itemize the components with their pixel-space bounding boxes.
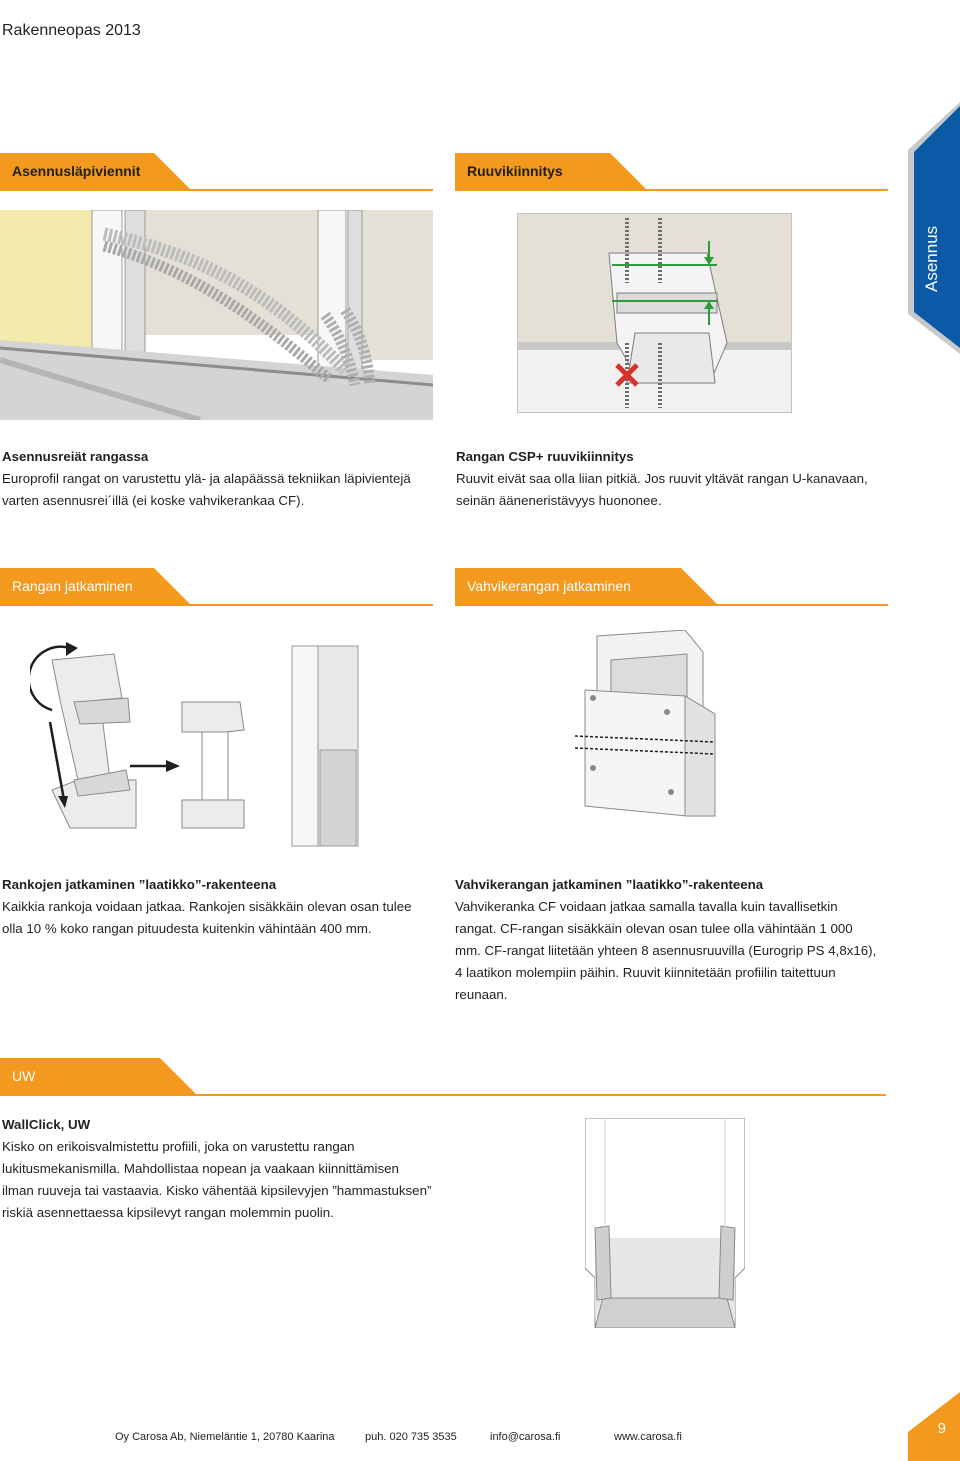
figure-installation-holes	[0, 210, 433, 420]
text-vahvikerangan-jatkaminen	[455, 874, 880, 1006]
section-header-label: Rangan jatkaminen	[12, 578, 133, 594]
footer-email[interactable]: info@carosa.fi	[490, 1431, 561, 1443]
side-tab-label: Asennus	[922, 225, 941, 292]
paragraph: Europrofil rangat on varustettu ylä- ja alapäässä tekniikan läpivientejä varten asennusrei´illä (ei koske vahvikerankaa CF).	[2, 471, 411, 508]
section-header-asennuslapiviennit	[0, 153, 433, 191]
section-header-ruuvikiinnitys	[455, 153, 888, 191]
side-tab-asennus	[908, 102, 960, 354]
footer-company: Oy Carosa Ab, Niemeläntie 1, 20780 Kaarina	[115, 1431, 335, 1443]
figure-screw-fixing	[517, 213, 792, 413]
page-number-badge	[908, 1392, 960, 1461]
section-header-vahvikerangan-jatkaminen	[455, 568, 888, 606]
document-title: Rakenneopas 2013	[2, 22, 141, 39]
paragraph: Ruuvit eivät saa olla liian pitkiä. Jos ruuvit yltävät rangan U-kanavaan, seinän ääneneristävyys huononee.	[456, 471, 868, 508]
section-header-label: Vahvikerangan jatkaminen	[467, 578, 631, 594]
paragraph: Vahvikeranka CF voidaan jatkaa samalla tavalla kuin tavallisetkin rangat. CF-rangan sisäkkäin olevan osan tulee olla vähintään 1 000 mm. CF-rangat liitetään yhteen 8 asennusruuvilla (Eurogrip PS 4,8x16), 4 laatikon molempiin päihin. Ruuvit kiinnitetään profiilin taitettuun reunaan.	[455, 899, 877, 1002]
section-header-uw	[0, 1058, 886, 1096]
text-rangan-jatkaminen	[2, 874, 432, 940]
heading: Asennusreiät rangassa	[2, 449, 149, 464]
section-header-label: UW	[12, 1068, 36, 1084]
figure-uw-track	[585, 1118, 745, 1328]
footer-website[interactable]: www.carosa.fi	[614, 1431, 682, 1443]
heading: WallClick, UW	[2, 1117, 91, 1132]
heading: Vahvikerangan jatkaminen ”laatikko”-rakenteena	[455, 877, 764, 892]
section-header-rangan-jatkaminen	[0, 568, 433, 606]
paragraph: Kisko on erikoisvalmistettu profiili, joka on varustettu rangan lukitusmekanismilla. Mahdollistaa nopean ja vaakaan kiinnittämisen ilman ruuveja tai vastaavia. Kisko vähentää kipsilevyjen ”hammastuksen” riskiä asennettaessa kipsilevyt rangan molemmin puolin.	[2, 1139, 432, 1220]
section-header-label: Ruuvikiinnitys	[467, 163, 563, 179]
paragraph: Kaikkia rankoja voidaan jatkaa. Rankojen sisäkkäin olevan osan tulee olla 10 % koko rangan pituudesta kuitenkin vähintään 400 mm.	[2, 899, 412, 936]
text-asennuslapiviennit	[2, 446, 432, 512]
section-header-label: Asennusläpiviennit	[12, 163, 141, 179]
heading: Rangan CSP+ ruuvikiinnitys	[456, 449, 634, 464]
text-ruuvikiinnitys	[456, 446, 886, 512]
text-uw	[2, 1114, 432, 1224]
figure-stud-extension	[30, 640, 370, 850]
heading: Rankojen jatkaminen ”laatikko”-rakenteena	[2, 877, 277, 892]
page-number-shape	[908, 1392, 960, 1461]
figure-reinforcing-stud-extension	[575, 630, 725, 850]
page-number: 9	[937, 1420, 946, 1437]
footer-phone: puh. 020 735 3535	[365, 1431, 457, 1443]
